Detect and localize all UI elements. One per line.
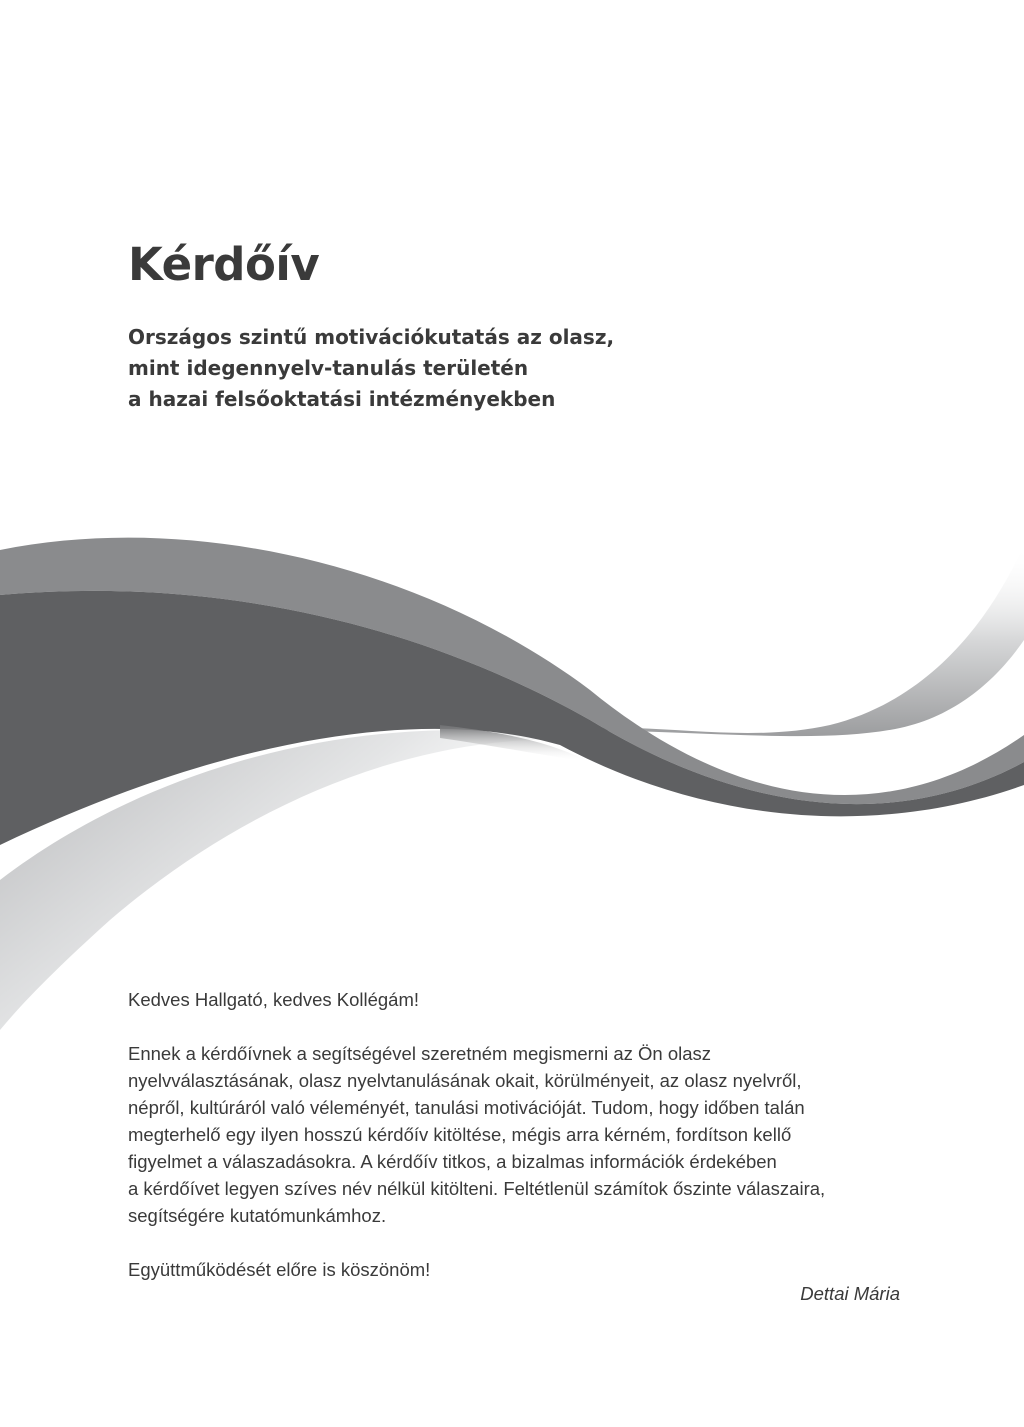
paragraph-line: a kérdőívet legyen szíves név nélkül kitölteni. Feltétlenül számítok őszinte válaszaira, bbox=[128, 1178, 826, 1199]
intro-paragraph bbox=[128, 1040, 918, 1229]
paragraph-line: nyelvválasztásának, olasz nyelvtanulásának okait, körülményeit, az olasz nyelvről, bbox=[128, 1070, 802, 1091]
paragraph-line: népről, kultúráról való véleményét, tanulási motivációját. Tudom, hogy időben talán bbox=[128, 1097, 805, 1118]
greeting: Kedves Hallgató, kedves Kollégám! bbox=[128, 989, 420, 1010]
paragraph-line: segítségére kutatómunkámhoz. bbox=[128, 1205, 387, 1226]
letter-body bbox=[128, 986, 918, 1283]
signature: Dettai Mária bbox=[800, 1283, 900, 1304]
subtitle bbox=[128, 322, 614, 415]
decorative-wave-graphic bbox=[0, 500, 1024, 1060]
subtitle-line: Országos szintű motivációkutatás az olasz, bbox=[128, 325, 615, 349]
paragraph-line: figyelmet a válaszadásokra. A kérdőív titkos, a bizalmas információk érdekében bbox=[128, 1151, 777, 1172]
subtitle-line: a hazai felsőoktatási intézményekben bbox=[128, 387, 556, 411]
page-title: Kérdőív bbox=[128, 238, 320, 291]
closing-line: Együttműködését előre is köszönöm! bbox=[128, 1259, 431, 1280]
wave-shadow-right bbox=[560, 545, 1024, 736]
paragraph-line: megterhelő egy ilyen hosszú kérdőív kitöltése, mégis arra kérném, fordítson kellő bbox=[128, 1124, 792, 1145]
paragraph-line: Ennek a kérdőívnek a segítségével szeretném megismerni az Ön olasz bbox=[128, 1043, 712, 1064]
subtitle-line: mint idegennyelv-tanulás területén bbox=[128, 356, 529, 380]
